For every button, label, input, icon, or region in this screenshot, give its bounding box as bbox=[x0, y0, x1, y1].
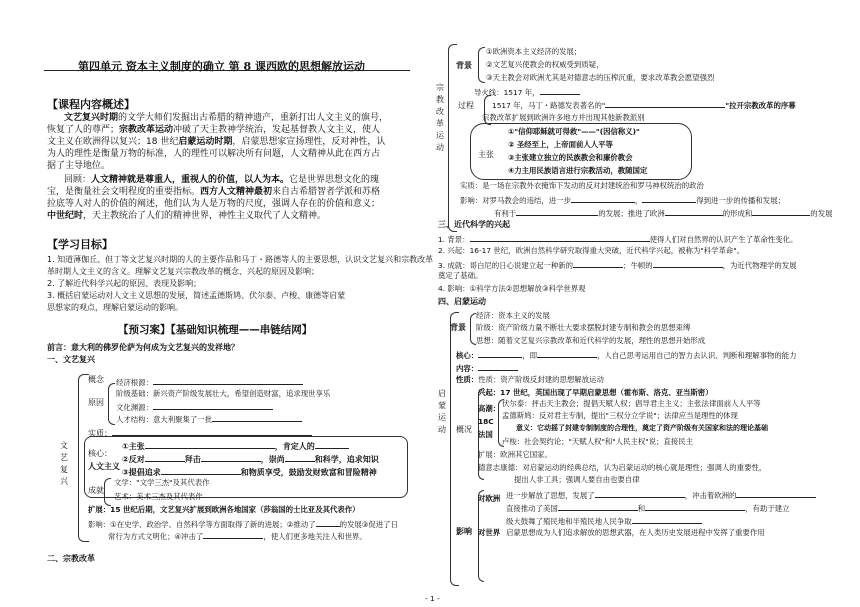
enl-nature: 性质：性质：资产阶级反封建的思想解放运动 bbox=[456, 375, 604, 384]
ref-fuse: 导火线：1517 年， bbox=[474, 86, 580, 98]
enl-bg-label: 背景 bbox=[450, 323, 466, 332]
ref-process-label: 过程 bbox=[458, 101, 474, 110]
cause-brace bbox=[108, 383, 115, 425]
overview-heading: 【课程内容概述】 bbox=[47, 98, 135, 111]
enl-montesquieu: 孟德斯鸠：反对君主专制，提出"三权分立学说"；法律应当是理性的体现 bbox=[502, 411, 738, 420]
section-reformation: 二、宗教改革 bbox=[47, 554, 95, 563]
goal-line: 革时期人文主义的含义。理解文艺复兴宗教改革的概念、兴起的原因及影响； bbox=[47, 267, 319, 276]
ref-bg-2: ②文艺复兴使教会的权威受到质疑， bbox=[486, 60, 604, 69]
ref-claim-4: ④力主用民族语言进行宗教活动，教随国定 bbox=[508, 166, 648, 175]
enl-voltaire: 伏尔泰：抨击天主教会；提倡天赋人权；倡导君主主义；主张法律面前人人平等 bbox=[502, 399, 761, 408]
enl-effect-eu-label: 对欧洲 bbox=[478, 494, 501, 503]
overview-line-4: 为人的理性是衡量万物的标准，人的理性可以解决所有问题，人文精神从此在西方占 bbox=[47, 149, 381, 159]
enl-effect-label: 影响 bbox=[456, 527, 472, 536]
title-divider bbox=[44, 70, 410, 71]
enl-effect-world-label: 对世界 bbox=[478, 528, 501, 537]
ref-process-1: 1517 年，马丁・路德发表著名的" "拉开宗教改革的序幕 bbox=[492, 101, 796, 110]
enlightenment-heading: 四、启蒙运动 bbox=[438, 297, 486, 306]
core-label: 核心： bbox=[88, 449, 112, 458]
goal-line: 1. 知道薄伽丘、但丁等文艺复兴时期的人的主要作品和马丁・路德等人的主要思想，认识文艺复兴和宗教改革 bbox=[47, 255, 434, 264]
enl-18c-label: 18C bbox=[478, 417, 494, 426]
enl-kant-2: 提出人非工具；强调人要自由也要自律 bbox=[514, 475, 640, 484]
page-title: 第四单元 资本主义制度的确立 第 8 课西欧的思想解放运动 bbox=[78, 60, 365, 73]
enl-bg-3: 思想：随着文艺复兴宗教改革和近代科学的发展，理性的思想开始形成 bbox=[476, 336, 706, 345]
humanism-label: 人文主义 bbox=[88, 462, 120, 471]
achieve-brace bbox=[104, 478, 111, 506]
reformation-brace bbox=[448, 44, 457, 232]
enlightenment-vertical-label: 启蒙运动 bbox=[438, 389, 446, 434]
science-line-4: 奠定了基础。 bbox=[438, 271, 483, 280]
ref-bg-3: ③天主教会对欧洲尤其是对德意志的压榨沉重，要求改革教会愿望强烈 bbox=[486, 73, 715, 82]
enl-core: 核心： ，即 ，人自己思考运用自己的智力去认识、判断和理解事物的能力 bbox=[456, 351, 797, 360]
enl-kant-1: 德意志康德：对启蒙运动的经典总结，认为启蒙运动的核心就是理性；强调人的重要性， bbox=[478, 463, 767, 472]
impact-line-1: 影响：①在史学、政治学、自然科学等方面取得了新的进展；②推动了 的发展③促进了日 bbox=[88, 520, 398, 529]
essence-line: 实质： bbox=[88, 427, 312, 439]
overview-line-9: 中世纪时，天主教统治了人们的精神世界，神性主义取代了人文精神。 bbox=[47, 211, 327, 221]
overview-line-2: 恢复了人的尊严；宗教改革运动冲破了天主教神学统治，发起基督教人文主义，使人 bbox=[47, 125, 381, 135]
culture-source: 文化渊源： bbox=[116, 401, 273, 413]
overview-line-8: 拉底等人对人的价值的阐述，他们认为人是万物的尺度，强调人存在的价值和意义； bbox=[47, 199, 381, 209]
question-line: 前言：意大利的佛罗伦萨为何成为文艺复兴的发祥地？ bbox=[47, 343, 239, 352]
enl-content: 内容： bbox=[456, 362, 518, 374]
spread-line: 扩展：15 世纪后期，文艺复兴扩展到欧洲各地国家（莎翁国的士比亚及其代表作） bbox=[88, 505, 360, 514]
enl-bg-2: 阶级：资产阶级力量不断壮大要求摆脱封建专制和教会的思想束缚 bbox=[476, 323, 691, 332]
ref-bg-label: 背景 bbox=[456, 61, 472, 70]
econ-root: 经济根源： bbox=[116, 376, 303, 388]
ref-essence: 实质：是一场在宗教外衣掩饰下发动的反对封建统治和罗马神权统治的政治 bbox=[460, 181, 704, 190]
cause-label: 原因 bbox=[88, 398, 104, 407]
enl-bg-1: 经济：资本主义的发展 bbox=[476, 311, 550, 320]
ref-bg-1: ①欧洲资本主义经济的发展； bbox=[486, 47, 582, 56]
enl-france-label: 法国 bbox=[478, 430, 493, 439]
concept-label: 概念 bbox=[88, 375, 104, 384]
section-renaissance: 一、文艺复兴 bbox=[47, 355, 95, 364]
enl-rise: 兴起：17 世纪，英国出现了早期启蒙思想（霍布斯、洛克、亚当斯密） bbox=[478, 388, 713, 397]
achieve-literature: 文学："文学三杰"及其代表作 bbox=[114, 478, 210, 487]
science-line-5: 4. 影响：①科学方法②思想解放③科学世界观 bbox=[438, 284, 586, 293]
ref-impact-2: 有利于 的发展；推进了欧洲 的形成和 的发展 bbox=[494, 209, 833, 218]
ref-claim-3: ③主张建立独立的民族教会和廉价教会 bbox=[508, 153, 633, 162]
ref-bg-brace bbox=[478, 47, 485, 83]
overview-line-5: 据了主导地位。 bbox=[47, 161, 111, 171]
enl-effect-2: 直接推动了美国 和 ，有助于建立 bbox=[506, 504, 790, 513]
science-heading: 三、近代科学的兴起 bbox=[438, 220, 510, 229]
science-line-3: 3. 成就：哥白尼的日心说建立起一种新的 ；牛顿的 ，为近代物理学的发展 bbox=[438, 261, 797, 270]
ref-impact-1: 影响：对罗马教会的违结，进一步 ， 得到进一步的传播和发展； bbox=[460, 196, 785, 205]
achieve-label: 成就 bbox=[88, 486, 104, 495]
goal-line: 3. 概括启蒙运动对人文主义思想的发展，简述孟德斯鸠、伏尔泰、卢梭、康德等启蒙 bbox=[47, 291, 346, 300]
achieve-art: 艺术：美术三杰及其代表作 bbox=[114, 492, 203, 501]
class-base: 阶级基础：新兴资产阶级发展壮大，希望创造财富，追求现世享乐 bbox=[116, 389, 331, 398]
humanism-point-2: ②反对 拜击 ，崇尚 和科学，追求知识 bbox=[122, 455, 379, 464]
enl-rousseau: 卢梭：社会契约论；"天赋人权"和"人民主权"说；直接民主 bbox=[502, 437, 693, 446]
goal-line: 2. 了解近代科学兴起的原因、表现及影响； bbox=[47, 279, 202, 288]
ref-claim-label: 主张 bbox=[478, 150, 494, 159]
enl-peak-label: 高潮： bbox=[478, 404, 501, 413]
overview-line-3: 文主义在欧洲得以复兴；18 世纪启蒙运动时期，启蒙思想家宣扬理性，反对神性，认 bbox=[47, 137, 386, 147]
page-number: - 1 - bbox=[425, 594, 440, 603]
overview-line-6: 回顾：人文精神就是尊重人，重视人的价值，以人为本。它是世界思想文化的瑰 bbox=[64, 175, 380, 185]
preview-heading: 【预习案】【基础知识梳理——串链结网】 bbox=[118, 324, 313, 336]
science-line-1: 1. 背景： 使得人们对自然界的认识产生了革命性变化。 bbox=[438, 235, 798, 244]
overview-line-7: 宝，是衡量社会文明程度的重要指标。西方人文精神最初来自古希腊智者学派和苏格 bbox=[47, 187, 381, 197]
enl-extend: 扩展：欧洲其它国家。 bbox=[478, 450, 552, 459]
enl-significance: 意义：它动摇了封建专制制度的合理性，奠定了资产阶级有关国家和法的理论基础 bbox=[516, 424, 768, 432]
overview-line-1: 文艺复兴时期的文学大师们发掘出古希腊的精神遗产，重新打出人文主义的旗号， bbox=[64, 113, 389, 123]
humanism-point-1: ①主张 ，肯定人的 bbox=[122, 440, 349, 452]
enl-overview-label: 概况 bbox=[456, 425, 472, 434]
talent-structure: 人才结构：意大利聚集了一批 bbox=[116, 413, 302, 425]
goal-line: 思想家的观点，理解启蒙运动的影响。 bbox=[47, 303, 183, 312]
ref-claim-2: ② 圣经至上，上帝面前人人平等 bbox=[508, 140, 613, 149]
humanism-point-3: ③提倡追求 和物质享受，鼓励发财致富和冒险精神 bbox=[122, 468, 377, 477]
goals-heading: 【学习目标】 bbox=[47, 238, 113, 251]
ref-process-2: 宗教改革扩展到欧洲许多地方并出现其他新教派别 bbox=[482, 113, 645, 122]
impact-line-2: 常行为方式文明化；④冲击了 ，使人们更多地关注人和世界。 bbox=[108, 532, 367, 541]
enl-effect-4: 启蒙思想成为人们追求解放的思想武器，在人类历史发展进程中发挥了重要作用 bbox=[506, 528, 765, 537]
enl-effect-1: 进一步解放了思想，发展了 ，冲击着欧洲的 bbox=[506, 489, 816, 501]
ref-claim-1: ①"信仰耶稣就可得救"——"(因信称义)" bbox=[508, 127, 640, 136]
science-line-2: 2. 兴起：16-17 世纪，欧洲自然科学研究取得重大突破，近代科学兴起，被称为"科学革命"。 bbox=[438, 246, 745, 255]
renaissance-vertical-label: 文艺复兴 bbox=[60, 441, 68, 486]
reformation-vertical-label: 宗教改革运动 bbox=[436, 83, 444, 152]
enl-effect-3: 级大鼓舞了殖民地和半殖民地人民争取 bbox=[506, 515, 702, 527]
